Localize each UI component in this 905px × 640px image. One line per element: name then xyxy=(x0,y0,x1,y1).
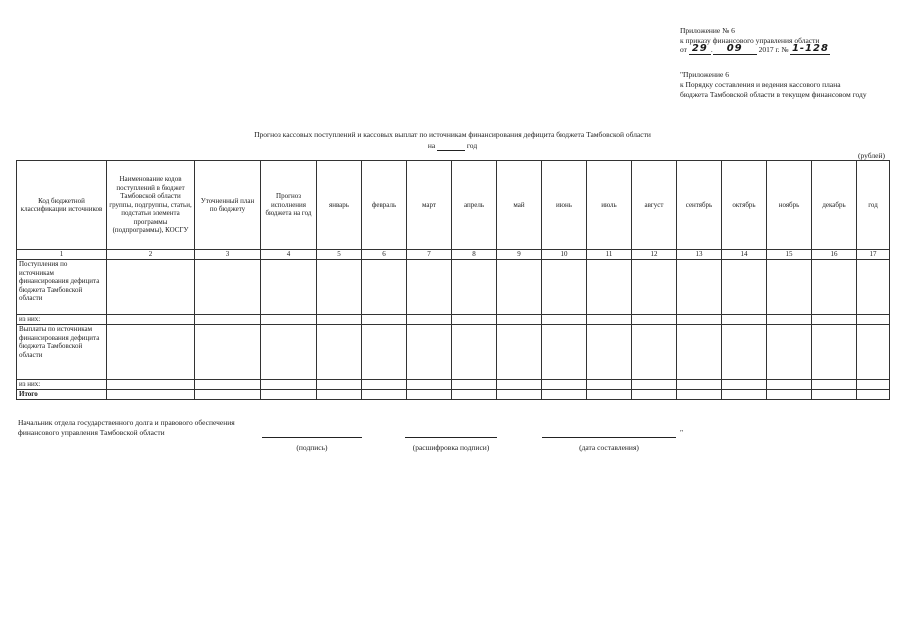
number-prefix: № xyxy=(781,45,789,54)
decoding-caption: (расшифровка подписи) xyxy=(412,443,490,452)
signatory-position-line1: Начальник отдела государственного долга и правового обеспечения xyxy=(18,418,235,427)
table-row xyxy=(17,260,890,315)
header-plan: Уточненный план по бюджету xyxy=(195,161,261,250)
row-label-total: Итого xyxy=(17,390,107,400)
table-row xyxy=(17,325,890,380)
column-number: 10 xyxy=(542,250,587,260)
date-year: 2017 г. xyxy=(758,45,780,54)
signatory-position-line2: финансового управления Тамбовской области xyxy=(18,428,165,437)
column-number: 15 xyxy=(767,250,812,260)
column-number: 13 xyxy=(677,250,722,260)
header-month: февраль xyxy=(362,161,407,250)
column-number: 5 xyxy=(317,250,362,260)
year-field xyxy=(437,140,465,151)
column-number: 8 xyxy=(452,250,497,260)
row-label-receipts: Поступления по источникам финансирования дефицита бюджета Тамбовской области xyxy=(17,260,107,315)
header-month: апрель xyxy=(452,161,497,250)
row-label-including: из них: xyxy=(17,315,107,325)
year-prefix: на xyxy=(427,141,436,150)
row-label-including: из них: xyxy=(17,380,107,390)
table-row xyxy=(17,380,890,390)
page-title: Прогноз кассовых поступлений и кассовых выплат по источникам финансирования дефицита бюджета Тамбовской области xyxy=(254,130,651,139)
header-row xyxy=(17,161,890,250)
table-row xyxy=(17,390,890,400)
signature-caption: (подпись) xyxy=(296,443,328,452)
date-day: 29 xyxy=(689,44,711,55)
header-month: июнь xyxy=(542,161,587,250)
decoding-field xyxy=(405,437,497,438)
date-caption: (дата составления) xyxy=(579,443,639,452)
quoted-appendix-title: "Приложение 6 xyxy=(680,70,729,79)
column-number: 3 xyxy=(195,250,261,260)
signature-field xyxy=(262,437,362,438)
unit-label: (рублей) xyxy=(858,151,886,160)
date-month: 09 xyxy=(713,44,757,55)
column-number: 2 xyxy=(107,250,195,260)
column-number: 1 xyxy=(17,250,107,260)
column-number: 16 xyxy=(812,250,857,260)
header-month: декабрь xyxy=(812,161,857,250)
date-field xyxy=(542,437,676,438)
header-month: ноябрь xyxy=(767,161,812,250)
header-name: Наименование кодов поступлений в бюджет Тамбовской области группы, подгруппы, статьи, подстатьи элемента программы (подпрограммы), КОСГУ xyxy=(107,161,195,250)
header-month: август xyxy=(632,161,677,250)
column-number: 12 xyxy=(632,250,677,260)
closing-quote: " xyxy=(680,428,684,437)
column-number: 14 xyxy=(722,250,767,260)
header-code: Код бюджетной классификации источников xyxy=(17,161,107,250)
quoted-appendix-budget: бюджета Тамбовской области в текущем финансовом году xyxy=(680,90,867,99)
appendix-order-ref: к приказу финансового управления области xyxy=(680,36,820,45)
header-month: июль xyxy=(587,161,632,250)
header-month: сентябрь xyxy=(677,161,722,250)
quoted-appendix-ref: к Порядку составления и ведения кассового плана xyxy=(680,80,841,89)
header-month: март xyxy=(407,161,452,250)
forecast-table xyxy=(16,160,890,400)
column-number: 11 xyxy=(587,250,632,260)
column-number: 17 xyxy=(857,250,890,260)
header-month: январь xyxy=(317,161,362,250)
header-month: май xyxy=(497,161,542,250)
appendix-number: Приложение № 6 xyxy=(680,26,735,35)
title-year-line xyxy=(0,140,905,151)
column-number: 7 xyxy=(407,250,452,260)
table-row xyxy=(17,315,890,325)
date-prefix: от xyxy=(680,45,687,54)
column-number-row xyxy=(17,250,890,260)
header-forecast: Прогноз исполнения бюджета на год xyxy=(261,161,317,250)
row-label-payments: Выплаты по источникам финансирования дефицита бюджета Тамбовской области xyxy=(17,325,107,380)
year-suffix: год xyxy=(466,141,478,150)
header-month: октябрь xyxy=(722,161,767,250)
appendix-date-line: от 29 . 09 2017 г. № 1-128 xyxy=(680,43,829,54)
column-number: 9 xyxy=(497,250,542,260)
column-number: 4 xyxy=(261,250,317,260)
header-year: год xyxy=(857,161,890,250)
column-number: 6 xyxy=(362,250,407,260)
order-number: 1-128 xyxy=(791,43,829,54)
